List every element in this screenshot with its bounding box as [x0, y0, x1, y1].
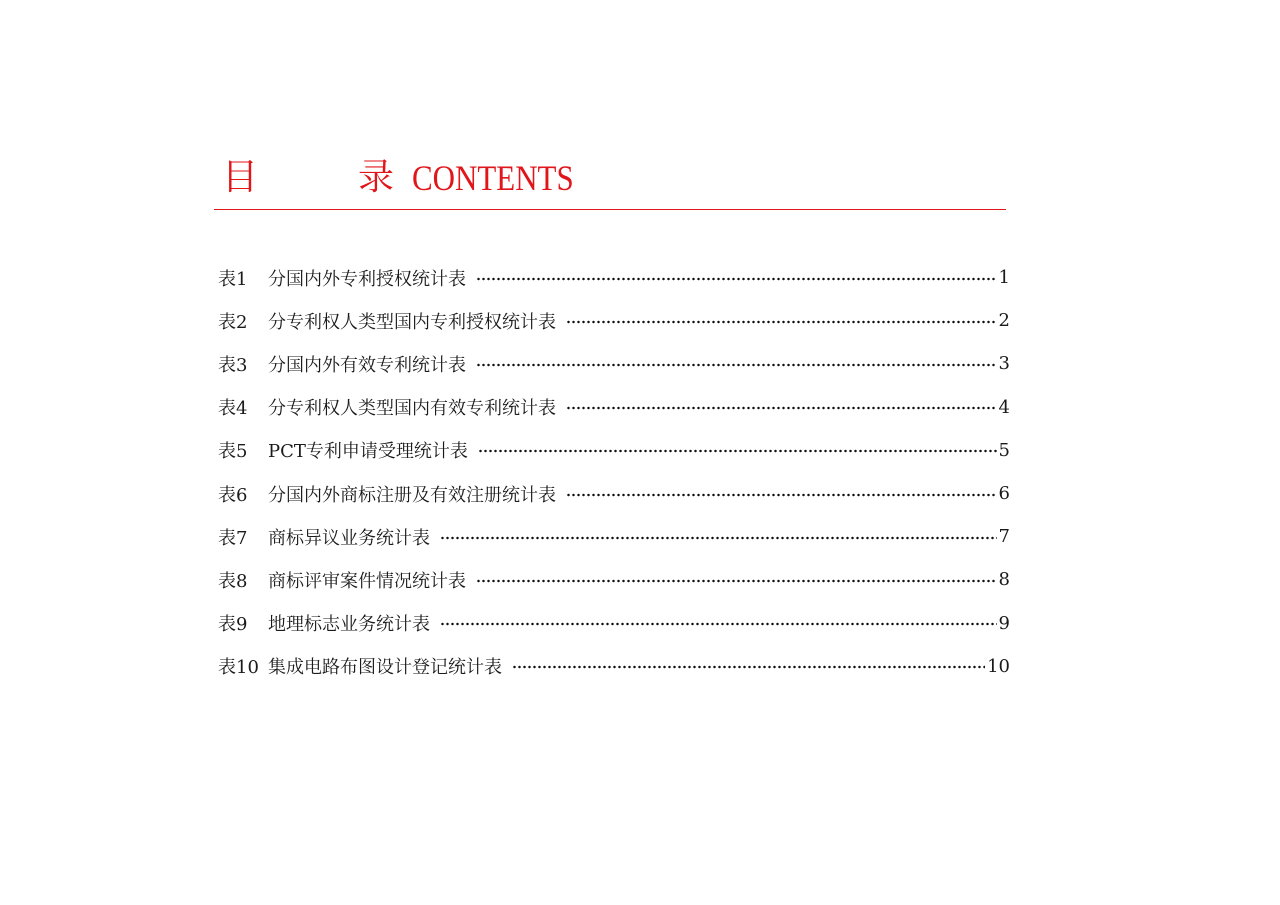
toc-entry-title: 分专利权人类型国内专利授权统计表 — [268, 311, 556, 333]
toc-entry-title: 分国内外有效专利统计表 — [268, 354, 466, 376]
toc-entry[interactable] — [218, 472, 1010, 515]
toc-heading-cn-char-2: 录 — [358, 157, 395, 198]
toc-entry-title: 地理标志业务统计表 — [268, 614, 430, 636]
toc-entry-number: 表2 — [218, 311, 248, 333]
toc-entry-number: 表10 — [218, 657, 259, 679]
toc-entry-number: 表7 — [218, 527, 248, 549]
toc-entry-number: 表3 — [218, 354, 248, 376]
toc-entry[interactable] — [218, 299, 1010, 342]
toc-entry-title: 商标异议业务统计表 — [268, 527, 430, 549]
toc-entry[interactable] — [218, 558, 1010, 601]
toc-entry-number: 表6 — [218, 484, 248, 506]
toc-entry-title: 分专利权人类型国内有效专利统计表 — [268, 398, 556, 420]
toc-entry-page: 2 — [998, 310, 1010, 332]
toc-entry[interactable] — [218, 256, 1010, 299]
toc-entry-page: 3 — [998, 353, 1010, 375]
toc-entry-number: 表9 — [218, 614, 248, 636]
heading-divider — [214, 209, 1006, 210]
dot-leader — [478, 449, 997, 453]
toc-entry-page: 7 — [998, 526, 1010, 548]
toc-entry-number: 表8 — [218, 570, 248, 592]
toc-entry-page: 10 — [987, 655, 1010, 677]
dot-leader — [440, 622, 997, 626]
toc-entry-page: 9 — [998, 612, 1010, 634]
toc-entry[interactable] — [218, 386, 1010, 429]
toc-entry[interactable] — [218, 602, 1010, 645]
toc-entry-number: 表1 — [218, 268, 248, 290]
dot-leader — [476, 579, 997, 583]
toc-entry-title: 分国内外商标注册及有效注册统计表 — [268, 484, 556, 506]
toc-entry-page: 5 — [998, 439, 1010, 461]
dot-leader — [476, 363, 997, 367]
toc-entry[interactable] — [218, 429, 1010, 472]
dot-leader — [440, 536, 997, 540]
dot-leader — [566, 320, 997, 324]
toc-heading — [222, 150, 600, 206]
toc-heading-english: CONTENTS — [412, 158, 574, 198]
toc-entry-page: 4 — [998, 396, 1010, 418]
toc-entry[interactable] — [218, 342, 1010, 385]
toc-entry-page: 6 — [998, 483, 1010, 505]
toc-heading-cn-char-1: 目 — [222, 157, 259, 198]
toc-entry[interactable] — [218, 515, 1010, 558]
toc-entry-title: 集成电路布图设计登记统计表 — [268, 657, 502, 679]
dot-leader — [566, 493, 997, 497]
toc-entry-title: 商标评审案件情况统计表 — [268, 570, 466, 592]
toc-entry-title: PCT专利申请受理统计表 — [268, 441, 468, 463]
toc-entry[interactable] — [218, 645, 1010, 688]
toc-entry-number: 表4 — [218, 398, 248, 420]
toc-entry-title: 分国内外专利授权统计表 — [268, 268, 466, 290]
toc-entry-page: 1 — [998, 267, 1010, 289]
dot-leader — [476, 277, 997, 281]
table-of-contents — [218, 256, 1010, 688]
dot-leader — [566, 406, 997, 410]
toc-entry-page: 8 — [998, 569, 1010, 591]
toc-entry-number: 表5 — [218, 441, 248, 463]
dot-leader — [512, 665, 985, 669]
